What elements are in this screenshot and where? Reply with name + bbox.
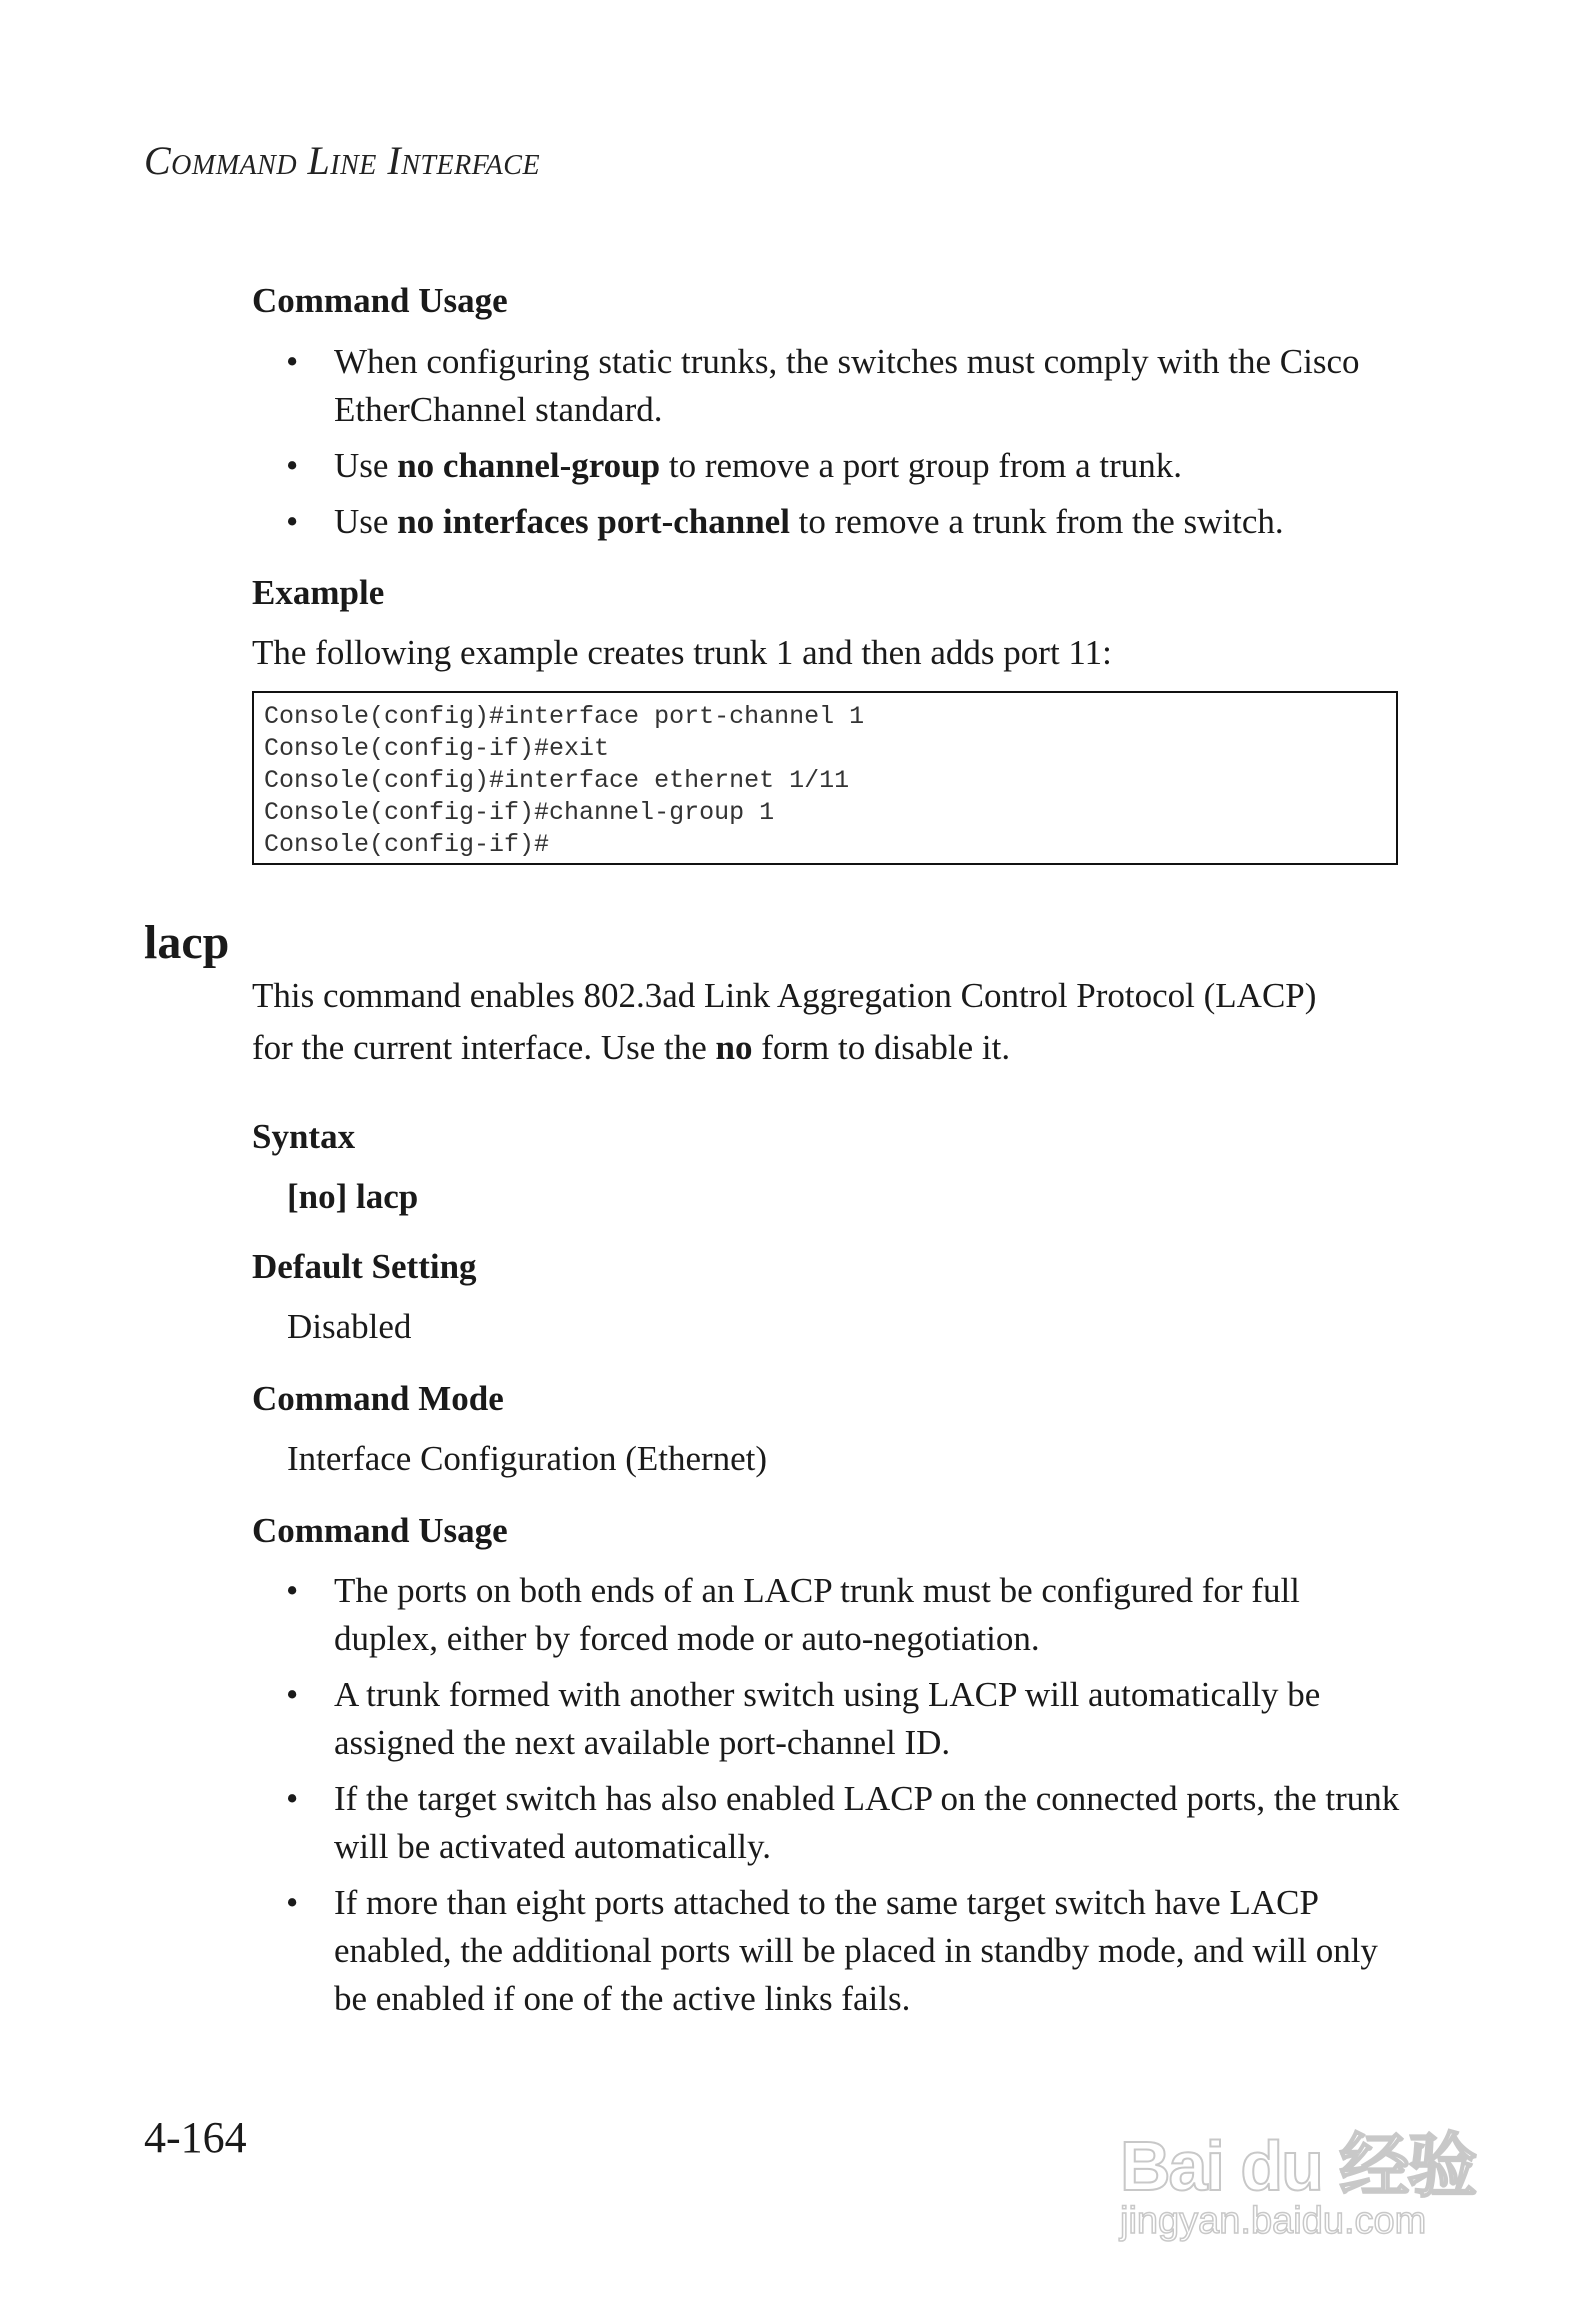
item-text: to remove a port group from a trunk.: [660, 446, 1183, 485]
bullet: •: [286, 1883, 299, 1922]
item-text: A trunk formed with another switch using LACP will automatically be assigned the next available port-channel ID.: [334, 1675, 1321, 1762]
command-mode-heading: Command Mode: [252, 1379, 504, 1418]
bullet: •: [286, 342, 299, 381]
list-item: [252, 442, 1402, 490]
command-usage-list: [252, 338, 1402, 554]
item-text: Use: [334, 446, 398, 485]
item-command: no interfaces port-channel: [397, 502, 790, 541]
code-line: Console(config-if)#exit: [264, 734, 610, 763]
list-item: [252, 1879, 1402, 2023]
item-text: When configuring static trunks, the switches must comply with the Cisco EtherChannel standard.: [334, 342, 1360, 429]
list-item: [252, 1775, 1402, 1871]
description-text: This command enables 802.3ad Link Aggregation Control Protocol (LACP) for the current interface. Use the: [252, 976, 1317, 1067]
bullet: •: [286, 502, 299, 541]
baidu-watermark-logo: [1120, 2060, 1500, 2242]
item-command: no channel-group: [397, 446, 661, 485]
item-text: to remove a trunk from the switch.: [789, 502, 1284, 541]
list-item: [252, 498, 1402, 546]
item-text: If more than eight ports attached to the same target switch have LACP enabled, the additional ports will be placed in standby mode, and will only be enabled if one of the active links fails.: [334, 1883, 1378, 2018]
syntax-line: [287, 1173, 418, 1221]
description-keyword: no: [715, 1028, 753, 1067]
bullet: •: [286, 1571, 299, 1610]
running-header: Command Line Interface: [144, 138, 541, 183]
item-text: If the target switch has also enabled LACP on the connected ports, the trunk will be activated automatically.: [334, 1779, 1400, 1866]
item-text: The ports on both ends of an LACP trunk must be configured for full duplex, either by forced mode or auto-negotiation.: [334, 1571, 1300, 1658]
default-setting-heading: Default Setting: [252, 1247, 477, 1286]
command-usage-heading: Command Usage: [252, 281, 508, 320]
example-text: The following example creates trunk 1 and then adds port 11:: [252, 633, 1112, 672]
syntax-command: lacp: [356, 1177, 419, 1216]
syntax-heading: Syntax: [252, 1117, 356, 1156]
command-usage-heading: Command Usage: [252, 1511, 508, 1550]
code-line: Console(config)#interface ethernet 1/11: [264, 766, 850, 795]
code-line: Console(config)#interface port-channel 1: [264, 702, 865, 731]
list-item: [252, 1671, 1402, 1767]
command-title: lacp: [144, 916, 230, 969]
item-text: Use: [334, 502, 398, 541]
code-line: Console(config-if)#channel-group 1: [264, 798, 775, 827]
bullet: •: [286, 1779, 299, 1818]
code-line: Console(config-if)#: [264, 830, 550, 859]
command-description: [252, 970, 1332, 1074]
bullet: •: [286, 1675, 299, 1714]
page-number: 4-164: [144, 2113, 247, 2162]
syntax-optional: [no]: [287, 1177, 348, 1216]
example-heading: Example: [252, 573, 385, 612]
default-setting-value: Disabled: [287, 1307, 412, 1346]
description-text: form to disable it.: [752, 1028, 1011, 1067]
watermark-url: jingyan.baidu.com: [1120, 2200, 1427, 2242]
code-example: [252, 691, 1398, 865]
watermark-brand: Bai du 经验: [1120, 2127, 1476, 2205]
list-item: [252, 1567, 1402, 1663]
list-item: [252, 338, 1402, 434]
bullet: •: [286, 446, 299, 485]
command-mode-value: Interface Configuration (Ethernet): [287, 1439, 768, 1478]
command-usage-list: [252, 1567, 1402, 2031]
